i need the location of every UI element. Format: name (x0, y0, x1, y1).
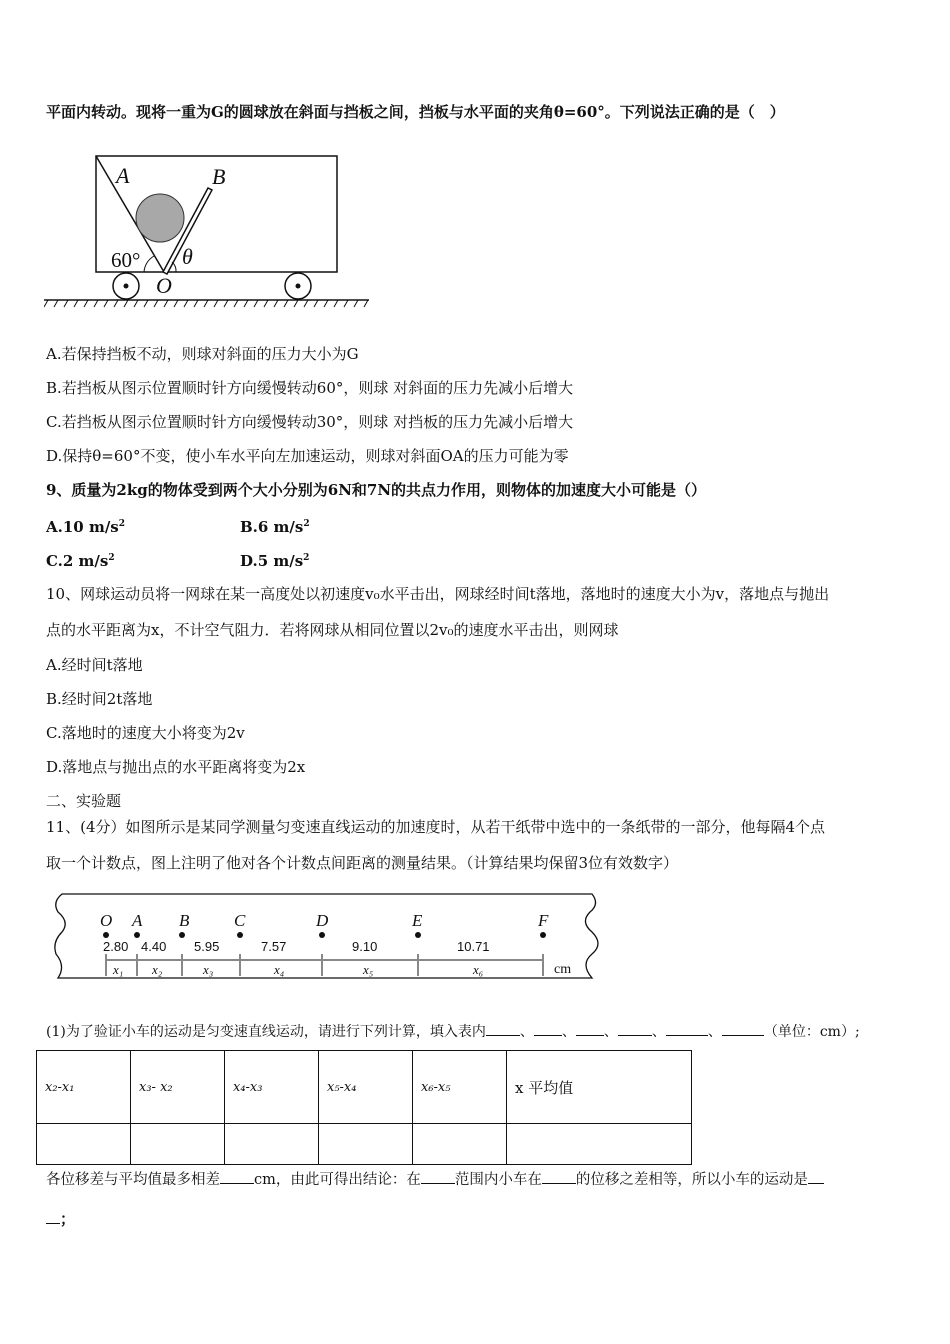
distance-label-5: 9.10 (352, 939, 378, 954)
q11-conclusion-end: ； (46, 1209, 75, 1229)
answer-blank-1[interactable] (486, 1021, 520, 1036)
q9-option-c[interactable]: C.2 $m/s^2$ (46, 552, 115, 570)
point-label-e: E (412, 911, 423, 930)
segment-label-x1: x₁ (113, 962, 124, 977)
section-heading: 二、实验题 (46, 792, 122, 810)
segment-label-x2: x₂ (152, 962, 163, 977)
q8-stem: 平面内转动。现将一重为G的圆球放在斜面与挡板之间，挡板与水平面的夹角θ=60°。下列说法正确的是（ ） (46, 103, 785, 121)
point-label-c: C (234, 911, 246, 930)
segment-label-x3: x₃ (203, 962, 214, 977)
q10-option-d[interactable]: D.落地点与抛出点的水平距离将变为2x (46, 758, 306, 776)
q9-option-a[interactable]: A.10 $m/s^2$ (46, 518, 126, 536)
answer-blank-3[interactable] (576, 1021, 604, 1036)
header-x5-x4: x₅-x₄ (319, 1051, 413, 1124)
q11-part1: (1)为了验证小车的运动是匀变速直线运动，请进行下列计算，填入表内 、 、 、 、 、 （单位：cm）; (46, 1021, 860, 1042)
label-b: B (212, 164, 226, 189)
conclusion-blank-2[interactable] (421, 1169, 455, 1184)
answer-blank-5[interactable] (666, 1021, 708, 1036)
q11-stem-line2: 取一个计数点，图上注明了他对各个计数点间距离的测量结果。（计算结果均保留3位有效数字） (46, 854, 679, 872)
paper-tape-figure (52, 888, 608, 988)
q9-stem: 9、质量为2kg的物体受到两个大小分别为6N和7N的共点力作用，则物体的加速度大小可能是（） (46, 481, 707, 499)
distance-label-1: 2.80 (103, 939, 129, 954)
conclusion-blank-4[interactable] (808, 1169, 824, 1184)
label-o: O (156, 273, 172, 298)
answer-cell-5[interactable] (413, 1124, 507, 1165)
q10-option-b[interactable]: B.经时间2t落地 (46, 690, 153, 708)
point-label-a: A (132, 911, 143, 930)
q10-option-a[interactable]: A.经时间t落地 (46, 656, 143, 674)
segment-label-x6: x₆ (473, 962, 484, 977)
q8-option-b[interactable]: B.若挡板从图示位置顺时针方向缓慢转动60°，则球 对斜面的压力先减小后增大 (46, 379, 574, 397)
conclusion-blank-1[interactable] (220, 1169, 254, 1184)
q10-stem-line1: 10、网球运动员将一网球在某一高度处以初速度v₀水平击出，网球经时间t落地，落地时的速度大小为v，落地点与抛出 (46, 585, 830, 603)
answer-blank-4[interactable] (618, 1021, 652, 1036)
distance-label-2: 4.40 (141, 939, 167, 954)
point-label-f: F (538, 911, 549, 930)
header-x6-x5: x₆-x₅ (413, 1051, 507, 1124)
unit-label: cm (554, 962, 572, 977)
header-x3-x2: x₃- x₂ (131, 1051, 225, 1124)
point-label-b: B (179, 911, 190, 930)
label-a: A (116, 163, 130, 188)
header-x-average: x 平均值 (507, 1051, 692, 1124)
point-label-d: D (316, 911, 329, 930)
answer-cell-1[interactable] (37, 1124, 131, 1165)
label-theta: θ (182, 244, 193, 269)
conclusion-blank-3[interactable] (542, 1169, 576, 1184)
answer-cell-6[interactable] (507, 1124, 692, 1165)
q9-option-b[interactable]: B.6 $m/s^2$ (240, 518, 310, 536)
answer-cell-2[interactable] (131, 1124, 225, 1165)
segment-label-x4: x₄ (274, 962, 285, 977)
distance-label-4: 7.57 (261, 939, 287, 954)
q8-option-c[interactable]: C.若挡板从图示位置顺时针方向缓慢转动30°，则球 对挡板的压力先减小后增大 (46, 413, 574, 431)
q8-option-d[interactable]: D.保持θ=60°不变，使小车水平向左加速运动，则球对斜面OA的压力可能为零 (46, 447, 569, 465)
header-x2-x1: x₂-x₁ (37, 1051, 131, 1124)
q11-stem-line1: 11、(4分）如图所示是某同学测量匀变速直线运动的加速度时，从若干纸带中选中的一条纸带的一部分，他每隔4个点 (46, 818, 826, 836)
distance-label-6: 10.71 (457, 939, 490, 954)
answer-table (36, 1050, 692, 1165)
q10-stem-line2: 点的水平距离为x，不计空气阻力．若将网球从相同位置以2v₀的速度水平击出，则网球 (46, 621, 619, 639)
q9-option-d[interactable]: D.5 $m/s^2$ (240, 552, 310, 570)
header-x4-x3: x₄-x₃ (225, 1051, 319, 1124)
answer-blank-2[interactable] (534, 1021, 562, 1036)
point-label-o: O (100, 911, 113, 930)
q11-conclusion: 各位移差与平均值最多相差 cm，由此可得出结论：在 范围内小车在 的位移之差相等，所以小车的运动是 (46, 1169, 824, 1190)
label-angle: 60° (111, 248, 141, 272)
distance-label-3: 5.95 (194, 939, 220, 954)
answer-cell-3[interactable] (225, 1124, 319, 1165)
conclusion-blank-4-cont[interactable] (46, 1209, 60, 1224)
q10-option-c[interactable]: C.落地时的速度大小将变为2v (46, 724, 245, 742)
cart-incline-figure (44, 150, 374, 315)
q8-option-a[interactable]: A.若保持挡板不动，则球对斜面的压力大小为G (46, 345, 359, 363)
segment-label-x5: x₅ (363, 962, 374, 977)
answer-blank-6[interactable] (722, 1021, 764, 1036)
answer-cell-4[interactable] (319, 1124, 413, 1165)
